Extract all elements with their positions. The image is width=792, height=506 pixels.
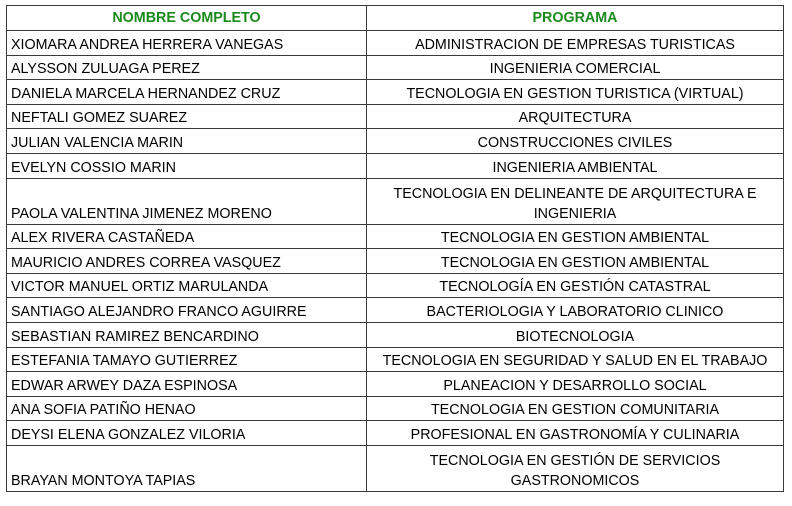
table-row	[7, 273, 784, 298]
student-program-sheet	[6, 5, 784, 492]
header-programa: PROGRAMA	[367, 6, 784, 31]
cell-programa: TECNOLOGIA EN GESTION AMBIENTAL	[367, 249, 784, 274]
cell-nombre: VICTOR MANUEL ORTIZ MARULANDA	[7, 273, 367, 298]
cell-nombre: BRAYAN MONTOYA TAPIAS	[7, 445, 367, 491]
cell-programa: TECNOLOGÍA EN GESTIÓN CATASTRAL	[367, 273, 784, 298]
cell-programa: TECNOLOGIA EN SEGURIDAD Y SALUD EN EL TRABAJO	[367, 347, 784, 372]
cell-nombre: DEYSI ELENA GONZALEZ VILORIA	[7, 421, 367, 446]
table-header	[7, 6, 784, 31]
table-row	[7, 347, 784, 372]
cell-nombre: EVELYN COSSIO MARIN	[7, 153, 367, 178]
table-row	[7, 31, 784, 56]
table-row	[7, 322, 784, 347]
table-row	[7, 224, 784, 249]
cell-nombre: ESTEFANIA TAMAYO GUTIERREZ	[7, 347, 367, 372]
cell-programa: BACTERIOLOGIA Y LABORATORIO CLINICO	[367, 298, 784, 323]
table-row	[7, 129, 784, 154]
cell-programa: TECNOLOGIA EN DELINEANTE DE ARQUITECTURA E INGENIERIA	[367, 178, 784, 224]
cell-nombre: ALEX RIVERA CASTAÑEDA	[7, 224, 367, 249]
cell-nombre: PAOLA VALENTINA JIMENEZ MORENO	[7, 178, 367, 224]
cell-nombre: JULIAN VALENCIA MARIN	[7, 129, 367, 154]
header-nombre-completo: NOMBRE COMPLETO	[7, 6, 367, 31]
cell-programa: TECNOLOGIA EN GESTIÓN DE SERVICIOS GASTRONOMICOS	[367, 445, 784, 491]
cell-programa: ADMINISTRACION DE EMPRESAS TURISTICAS	[367, 31, 784, 56]
students-table	[6, 5, 784, 492]
header-row	[7, 6, 784, 31]
table-body	[7, 31, 784, 492]
cell-nombre: EDWAR ARWEY DAZA ESPINOSA	[7, 372, 367, 397]
cell-programa: TECNOLOGIA EN GESTION TURISTICA (VIRTUAL)	[367, 80, 784, 105]
cell-programa: CONSTRUCCIONES CIVILES	[367, 129, 784, 154]
cell-nombre: NEFTALI GOMEZ SUAREZ	[7, 104, 367, 129]
cell-nombre: ALYSSON ZULUAGA PEREZ	[7, 55, 367, 80]
cell-nombre: ANA SOFIA PATIÑO HENAO	[7, 396, 367, 421]
table-row	[7, 104, 784, 129]
cell-nombre: SEBASTIAN RAMIREZ BENCARDINO	[7, 322, 367, 347]
cell-nombre: SANTIAGO ALEJANDRO FRANCO AGUIRRE	[7, 298, 367, 323]
table-row	[7, 80, 784, 105]
table-row	[7, 249, 784, 274]
table-row	[7, 445, 784, 491]
table-row	[7, 178, 784, 224]
table-row	[7, 55, 784, 80]
cell-programa: PLANEACION Y DESARROLLO SOCIAL	[367, 372, 784, 397]
cell-programa: PROFESIONAL EN GASTRONOMÍA Y CULINARIA	[367, 421, 784, 446]
table-row	[7, 298, 784, 323]
cell-programa: INGENIERIA AMBIENTAL	[367, 153, 784, 178]
cell-programa: BIOTECNOLOGIA	[367, 322, 784, 347]
cell-programa: TECNOLOGIA EN GESTION AMBIENTAL	[367, 224, 784, 249]
cell-nombre: DANIELA MARCELA HERNANDEZ CRUZ	[7, 80, 367, 105]
cell-nombre: XIOMARA ANDREA HERRERA VANEGAS	[7, 31, 367, 56]
cell-programa: TECNOLOGIA EN GESTION COMUNITARIA	[367, 396, 784, 421]
cell-programa: INGENIERIA COMERCIAL	[367, 55, 784, 80]
table-row	[7, 421, 784, 446]
cell-nombre: MAURICIO ANDRES CORREA VASQUEZ	[7, 249, 367, 274]
table-row	[7, 153, 784, 178]
table-row	[7, 372, 784, 397]
cell-programa: ARQUITECTURA	[367, 104, 784, 129]
table-row	[7, 396, 784, 421]
